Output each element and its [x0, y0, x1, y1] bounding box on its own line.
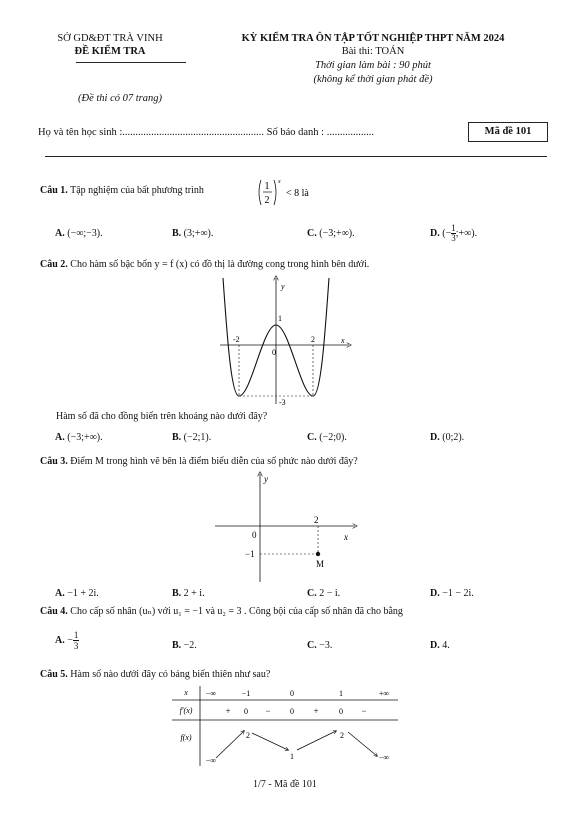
- q1-option-a[interactable]: [55, 228, 103, 239]
- option-label: B.: [172, 640, 182, 651]
- option-text-post: ;+∞).: [455, 227, 478, 239]
- question-4: [40, 606, 403, 617]
- question-label: Câu 4.: [40, 606, 68, 617]
- header-underline: [76, 62, 186, 63]
- q2-y-label: y: [281, 282, 285, 291]
- q2-quartic-graph: [215, 274, 355, 406]
- q2-option-b[interactable]: [172, 432, 211, 443]
- q2-option-d[interactable]: [430, 432, 464, 443]
- option-text: (0;2).: [442, 432, 465, 443]
- question-label: Câu 2.: [40, 259, 68, 270]
- option-label: A.: [55, 432, 65, 443]
- table-row-f: f(x): [180, 733, 192, 742]
- table-x-value: 0: [290, 689, 294, 698]
- q1-option-d[interactable]: [430, 224, 477, 243]
- q1-option-b[interactable]: [172, 228, 213, 239]
- table-sign: +: [313, 706, 319, 716]
- option-label: D.: [430, 640, 440, 651]
- option-label: C.: [307, 432, 317, 443]
- option-text: 2 − i.: [319, 588, 341, 599]
- exam-type: ĐỀ KIỂM TRA: [74, 46, 146, 57]
- q5-variation-table: [168, 684, 400, 768]
- option-text: −1 + 2i.: [67, 588, 99, 599]
- question-label: Câu 5.: [40, 669, 68, 680]
- table-sign: −: [265, 706, 271, 716]
- q1-exponent: x: [278, 179, 281, 185]
- table-sign: 0: [290, 707, 294, 716]
- table-x-value: −∞: [205, 689, 217, 698]
- exam-code-box: Mã đề 101: [468, 122, 548, 142]
- q1-option-c[interactable]: [307, 228, 355, 239]
- student-info-line: Họ và tên học sinh :...................................................... Số báo danh : ..................: [38, 127, 374, 138]
- option-frac-num: 1: [73, 630, 79, 640]
- time-note: (không kể thời gian phát đề): [313, 74, 433, 85]
- option-text: (−∞;−3).: [67, 228, 103, 239]
- q3-option-b[interactable]: [172, 588, 205, 599]
- table-f-value: 2: [340, 731, 344, 740]
- option-label: C.: [307, 640, 317, 651]
- page-footer: 1/7 - Mã đề 101: [253, 779, 317, 790]
- table-sign: 0: [339, 707, 343, 716]
- header-separator: [45, 156, 547, 157]
- q2-tick-ym3: -3: [279, 398, 286, 406]
- q1-frac-num: 1: [264, 181, 270, 192]
- table-row-fp: f′(x): [179, 706, 193, 715]
- table-sign: +: [225, 706, 231, 716]
- question-3: [40, 456, 358, 467]
- q1-frac-den: 2: [264, 195, 270, 206]
- table-f-value: 2: [246, 731, 250, 740]
- option-text: (−2;0).: [319, 432, 347, 443]
- option-frac-den: 3: [73, 641, 79, 651]
- q3-tick-y: −1: [245, 549, 255, 559]
- q2-option-a[interactable]: [55, 432, 103, 443]
- option-label: B.: [172, 432, 182, 443]
- option-label: A.: [55, 228, 65, 239]
- q4-option-d[interactable]: [430, 640, 450, 651]
- option-label: B.: [172, 588, 182, 599]
- option-label: D.: [430, 227, 440, 239]
- option-label: C.: [307, 228, 317, 239]
- table-sign: 0: [244, 707, 248, 716]
- question-text: Hàm số nào dưới đây có bảng biến thiên như sau?: [70, 669, 271, 680]
- q3-point-label: M: [316, 559, 325, 569]
- option-label: A.: [55, 588, 65, 599]
- q3-y-label: y: [264, 474, 268, 484]
- table-f-value: −∞: [378, 753, 390, 762]
- option-text: (−2;1).: [183, 432, 212, 443]
- exam-title: KỲ KIỂM TRA ÔN TẬP TỐT NGHIỆP THPT NĂM 2024: [241, 33, 505, 44]
- question-5: [40, 669, 270, 680]
- table-x-value: −1: [241, 689, 251, 698]
- option-text-pre: −: [67, 634, 73, 646]
- q4-option-b[interactable]: [172, 640, 197, 651]
- q2-option-c[interactable]: [307, 432, 347, 443]
- option-text: (−3;+∞).: [319, 228, 355, 239]
- q3-x-label: x: [344, 532, 348, 542]
- pages-note: (Đề thi có 07 trang): [78, 93, 162, 104]
- question-text: Cho hàm số bậc bốn y = f (x) có đồ thị là đường cong trong hình bên dưới.: [70, 259, 370, 270]
- option-text: (3;+∞).: [183, 228, 214, 239]
- q2-tick-x2: 2: [311, 335, 315, 344]
- q1-expression: [256, 176, 336, 210]
- question-text: Điểm M trong hình vẽ bên là điểm biểu diễn của số phức nào dưới đây?: [70, 456, 358, 467]
- option-text: (−3;+∞).: [67, 432, 103, 443]
- q2-tick-y1: 1: [278, 314, 282, 323]
- q1-tail: < 8 là: [286, 188, 309, 199]
- option-frac-num: 1: [451, 223, 456, 233]
- option-text: 2 + i.: [183, 588, 205, 599]
- q4-option-a[interactable]: [55, 630, 79, 651]
- q3-option-a[interactable]: [55, 588, 99, 599]
- q3-option-d[interactable]: [430, 588, 474, 599]
- q3-complex-plane: [210, 470, 360, 585]
- question-label: Câu 3.: [40, 456, 68, 467]
- option-frac-den: 3: [451, 233, 456, 243]
- q2-origin-label: 0: [272, 348, 276, 357]
- question-text: Cho cấp số nhân (uₙ) với u₁ = −1 và u₂ = 3 . Công bội của cấp số nhân đã cho bằng: [70, 606, 403, 617]
- option-label: B.: [172, 228, 182, 239]
- table-f-value: −∞: [205, 756, 217, 765]
- q3-option-c[interactable]: [307, 588, 340, 599]
- subject: Bài thi: TOÁN: [341, 46, 405, 57]
- q2-x-label: x: [341, 336, 345, 345]
- question-label: Câu 1.: [40, 185, 68, 196]
- table-row-x: x: [184, 688, 188, 697]
- question-1: [40, 185, 204, 196]
- option-text: −1 − 2i.: [442, 588, 474, 599]
- table-sign: −: [361, 706, 367, 716]
- option-text: 4.: [442, 640, 450, 651]
- option-text: −3.: [319, 640, 333, 651]
- option-label: A.: [55, 634, 65, 646]
- table-x-value: 1: [339, 689, 343, 698]
- q2-prompt: Hàm số đã cho đồng biến trên khoảng nào dưới đây?: [56, 411, 268, 422]
- q3-origin-label: 0: [252, 530, 257, 540]
- option-label: D.: [430, 432, 440, 443]
- q3-tick-x: 2: [314, 515, 319, 525]
- table-f-value: 1: [290, 752, 294, 761]
- time-limit: Thời gian làm bài : 90 phút: [315, 60, 431, 71]
- option-text-pre: (−: [442, 227, 452, 239]
- q4-option-c[interactable]: [307, 640, 332, 651]
- question-text: Tập nghiệm của bất phương trình: [70, 185, 204, 196]
- option-label: D.: [430, 588, 440, 599]
- option-text: −2.: [183, 640, 197, 651]
- department-name: SỞ GD&ĐT TRÀ VINH: [57, 33, 163, 44]
- q2-tick-xm2: -2: [233, 335, 240, 344]
- question-2: [40, 259, 369, 270]
- option-label: C.: [307, 588, 317, 599]
- table-x-value: +∞: [378, 689, 390, 698]
